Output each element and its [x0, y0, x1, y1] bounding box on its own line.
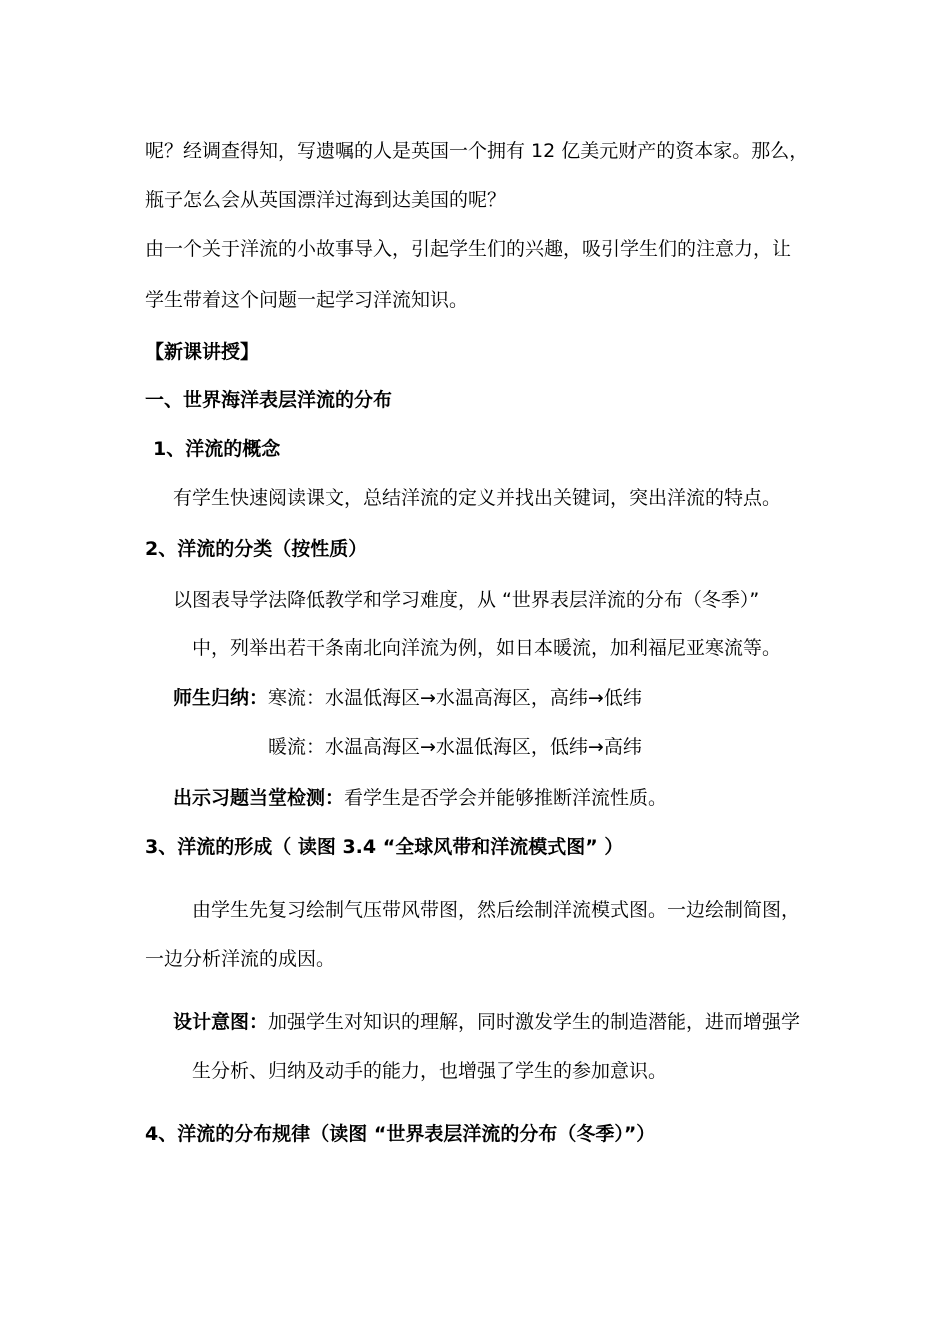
check-row	[173, 786, 667, 810]
cold-current-text: 寒流：水温低海区→水温高海区，高纬→低纬	[268, 687, 642, 709]
sub-1-text: 有学生快速阅读课文，总结洋流的定义并找出关键词，突出洋流的特点。	[173, 487, 782, 509]
intent-label: 设计意图：	[173, 1011, 269, 1033]
intro-line-1: 呢？经调查得知，写遗嘱的人是英国一个拥有 12 亿美元财产的资本家。那么，	[145, 140, 809, 162]
sub-2-title: 2、洋流的分类（按性质）	[145, 538, 368, 560]
intent-row	[173, 1010, 800, 1034]
check-text: 看学生是否学会并能够推断洋流性质。	[344, 787, 668, 809]
intent-text-line-1: 加强学生对知识的理解，同时激发学生的制造潜能，进而增强学	[268, 1011, 801, 1033]
sub-3-text-line-2: 一边分析洋流的成因。	[145, 948, 336, 970]
sub-3-title: 3、洋流的形成（ 读图 3.4 “全球风带和洋流模式图” ）	[145, 836, 624, 858]
intro-line-3: 由一个关于洋流的小故事导入，引起学生们的兴趣，吸引学生们的注意力，让	[145, 238, 792, 260]
heading-1: 一、世界海洋表层洋流的分布	[145, 389, 393, 411]
sub-3-text-line-1: 由学生先复习绘制气压带风带图，然后绘制洋流模式图。一边绘制简图，	[192, 899, 801, 921]
summary-label: 师生归纳：	[173, 687, 269, 709]
section-new-lesson: 【新课讲授】	[145, 341, 260, 363]
sub-4-title: 4、洋流的分布规律（读图 “世界表层洋流的分布（冬季）”）	[145, 1123, 656, 1145]
check-label: 出示习题当堂检测：	[173, 787, 345, 809]
intro-line-2: 瓶子怎么会从英国漂洋过海到达美国的呢？	[145, 189, 507, 211]
sub-1-title: 1、洋流的概念	[153, 438, 281, 460]
summary-row	[173, 686, 642, 710]
intent-text-line-2: 生分析、归纳及动手的能力，也增强了学生的参加意识。	[192, 1060, 668, 1082]
intro-line-4: 学生带着这个问题一起学习洋流知识。	[145, 289, 469, 311]
warm-current-text: 暖流：水温高海区→水温低海区，低纬→高纬	[268, 736, 642, 758]
sub-2-text-line-1: 以图表导学法降低教学和学习难度，从 “世界表层洋流的分布（冬季）”	[173, 589, 760, 611]
sub-2-text-line-2: 中，列举出若干条南北向洋流为例，如日本暖流，加利福尼亚寒流等。	[192, 637, 782, 659]
